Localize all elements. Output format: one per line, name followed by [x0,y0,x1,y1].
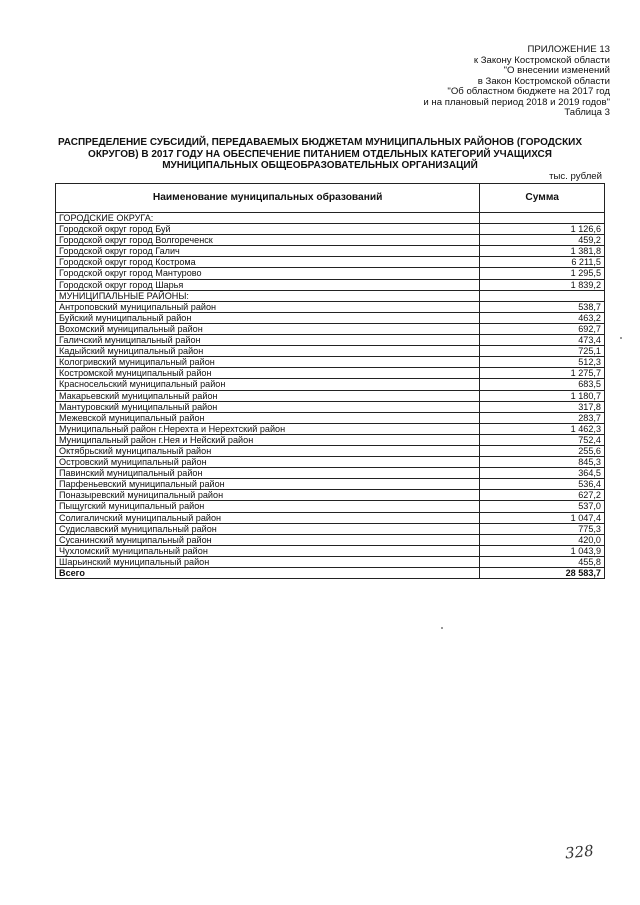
subsidy-table [55,183,605,579]
row-sum [480,213,605,224]
row-name: Поназыревский муниципальный район [56,490,480,501]
row-sum: 1 126,6 [480,224,605,235]
table-row [56,335,605,346]
row-name: Городской округ город Мантурово [56,268,480,279]
table-row [56,346,605,357]
row-name: Пыщугский муниципальный район [56,501,480,512]
row-name: Мантуровский муниципальный район [56,401,480,412]
row-sum: 775,3 [480,523,605,534]
row-sum: 463,2 [480,312,605,323]
row-sum: 1 275,7 [480,368,605,379]
row-name: Вохомский муниципальный район [56,323,480,334]
row-name: Чухломский муниципальный район [56,545,480,556]
row-sum: 1 043,9 [480,545,605,556]
row-sum: 1 839,2 [480,279,605,290]
table-row [56,534,605,545]
table-row [56,257,605,268]
table-body [56,213,605,579]
row-sum: 6 211,5 [480,257,605,268]
table-row [56,390,605,401]
table-row [56,434,605,445]
row-name: Сусанинский муниципальный район [56,534,480,545]
header-sum: Сумма [480,184,605,213]
table-row [56,312,605,323]
row-sum: 752,4 [480,434,605,445]
table-row [56,457,605,468]
table-row [56,490,605,501]
table-row [56,501,605,512]
row-sum [480,290,605,301]
scan-speck [441,627,443,629]
table-header-row [56,184,605,213]
row-name: Муниципальный район г.Нерехта и Нерехтский район [56,423,480,434]
table-row [56,545,605,556]
document-title: РАСПРЕДЕЛЕНИЕ СУБСИДИЙ, ПЕРЕДАВАЕМЫХ БЮДЖЕТАМ МУНИЦИПАЛЬНЫХ РАЙОНОВ (ГОРОДСКИХ ОКРУГОВ) В 2017 ГОДУ НА ОБЕСПЕЧЕНИЕ ПИТАНИЕМ ОТДЕЛЬНЫХ КАТЕГОРИЙ УЧАЩИХСЯ МУНИЦИПАЛЬНЫХ ОБЩЕОБРАЗОВАТЕЛЬНЫХ ОРГАНИЗАЦИЙ [57,137,583,172]
row-sum: 1 462,3 [480,423,605,434]
row-name: Городской округ город Волгореченск [56,235,480,246]
row-sum: 1 180,7 [480,390,605,401]
row-name: Павинский муниципальный район [56,468,480,479]
row-sum: 1 381,8 [480,246,605,257]
row-sum: 364,5 [480,468,605,479]
table-row [56,445,605,456]
appendix-line: ПРИЛОЖЕНИЕ 13 [527,44,610,55]
row-sum: 536,4 [480,479,605,490]
row-name: Межевской муниципальный район [56,412,480,423]
row-name: МУНИЦИПАЛЬНЫЕ РАЙОНЫ: [56,290,480,301]
appendix-line: "О внесении изменений [503,65,610,76]
row-sum: 1 295,5 [480,268,605,279]
table-row [56,246,605,257]
table-row [56,224,605,235]
row-name: Макарьевский муниципальный район [56,390,480,401]
row-sum: 627,2 [480,490,605,501]
table-row [56,323,605,334]
table-row [56,357,605,368]
table-row [56,235,605,246]
table-row [56,368,605,379]
table-row [56,412,605,423]
row-sum: 537,0 [480,501,605,512]
table-row [56,401,605,412]
row-sum: 255,6 [480,445,605,456]
table-row [56,379,605,390]
row-sum: 28 583,7 [480,568,605,579]
row-sum: 420,0 [480,534,605,545]
appendix-block [423,45,610,119]
row-name: Кадыйский муниципальный район [56,346,480,357]
section-row [56,290,605,301]
row-sum: 317,8 [480,401,605,412]
scan-speck [620,337,622,339]
row-sum: 692,7 [480,323,605,334]
row-name: Солигаличский муниципальный район [56,512,480,523]
table-row [56,512,605,523]
row-sum: 459,2 [480,235,605,246]
table-row [56,523,605,534]
table-row [56,479,605,490]
table-row [56,268,605,279]
row-name: Парфеньевский муниципальный район [56,479,480,490]
header-name: Наименование муниципальных образований [56,184,480,213]
page-number: 328 [564,841,595,863]
appendix-line: "Об областном бюджете на 2017 год [447,86,610,97]
row-name: Островский муниципальный район [56,457,480,468]
row-name: ГОРОДСКИЕ ОКРУГА: [56,213,480,224]
row-name: Городской округ город Кострома [56,257,480,268]
row-name: Городской округ город Шарья [56,279,480,290]
row-name: Муниципальный район г.Нея и Нейский район [56,434,480,445]
row-name: Всего [56,568,480,579]
appendix-line: в Закон Костромской области [477,75,610,87]
row-sum: 1 047,4 [480,512,605,523]
row-sum: 845,3 [480,457,605,468]
row-name: Кологривский муниципальный район [56,357,480,368]
table-row [56,468,605,479]
row-name: Городской округ город Галич [56,246,480,257]
row-name: Галичский муниципальный район [56,335,480,346]
appendix-line: Таблица 3 [564,107,610,118]
row-sum: 683,5 [480,379,605,390]
row-name: Городской округ город Буй [56,224,480,235]
row-name: Костромской муниципальный район [56,368,480,379]
row-name: Судиславский муниципальный район [56,523,480,534]
row-name: Буйский муниципальный район [56,312,480,323]
row-sum: 512,3 [480,357,605,368]
appendix-line: к Закону Костромской области [473,54,610,66]
row-name: Шарьинский муниципальный район [56,556,480,567]
appendix-line: и на плановый период 2018 и 2019 годов" [423,96,610,108]
total-row [56,568,605,579]
row-sum: 725,1 [480,346,605,357]
row-sum: 538,7 [480,301,605,312]
row-name: Октябрьский муниципальный район [56,445,480,456]
row-sum: 473,4 [480,335,605,346]
table-row [56,556,605,567]
table-row [56,301,605,312]
row-sum: 283,7 [480,412,605,423]
row-sum: 455,8 [480,556,605,567]
table-row [56,423,605,434]
units-label: тыс. рублей [549,171,602,182]
section-row [56,213,605,224]
row-name: Красносельский муниципальный район [56,379,480,390]
row-name: Антроповский муниципальный район [56,301,480,312]
table-row [56,279,605,290]
